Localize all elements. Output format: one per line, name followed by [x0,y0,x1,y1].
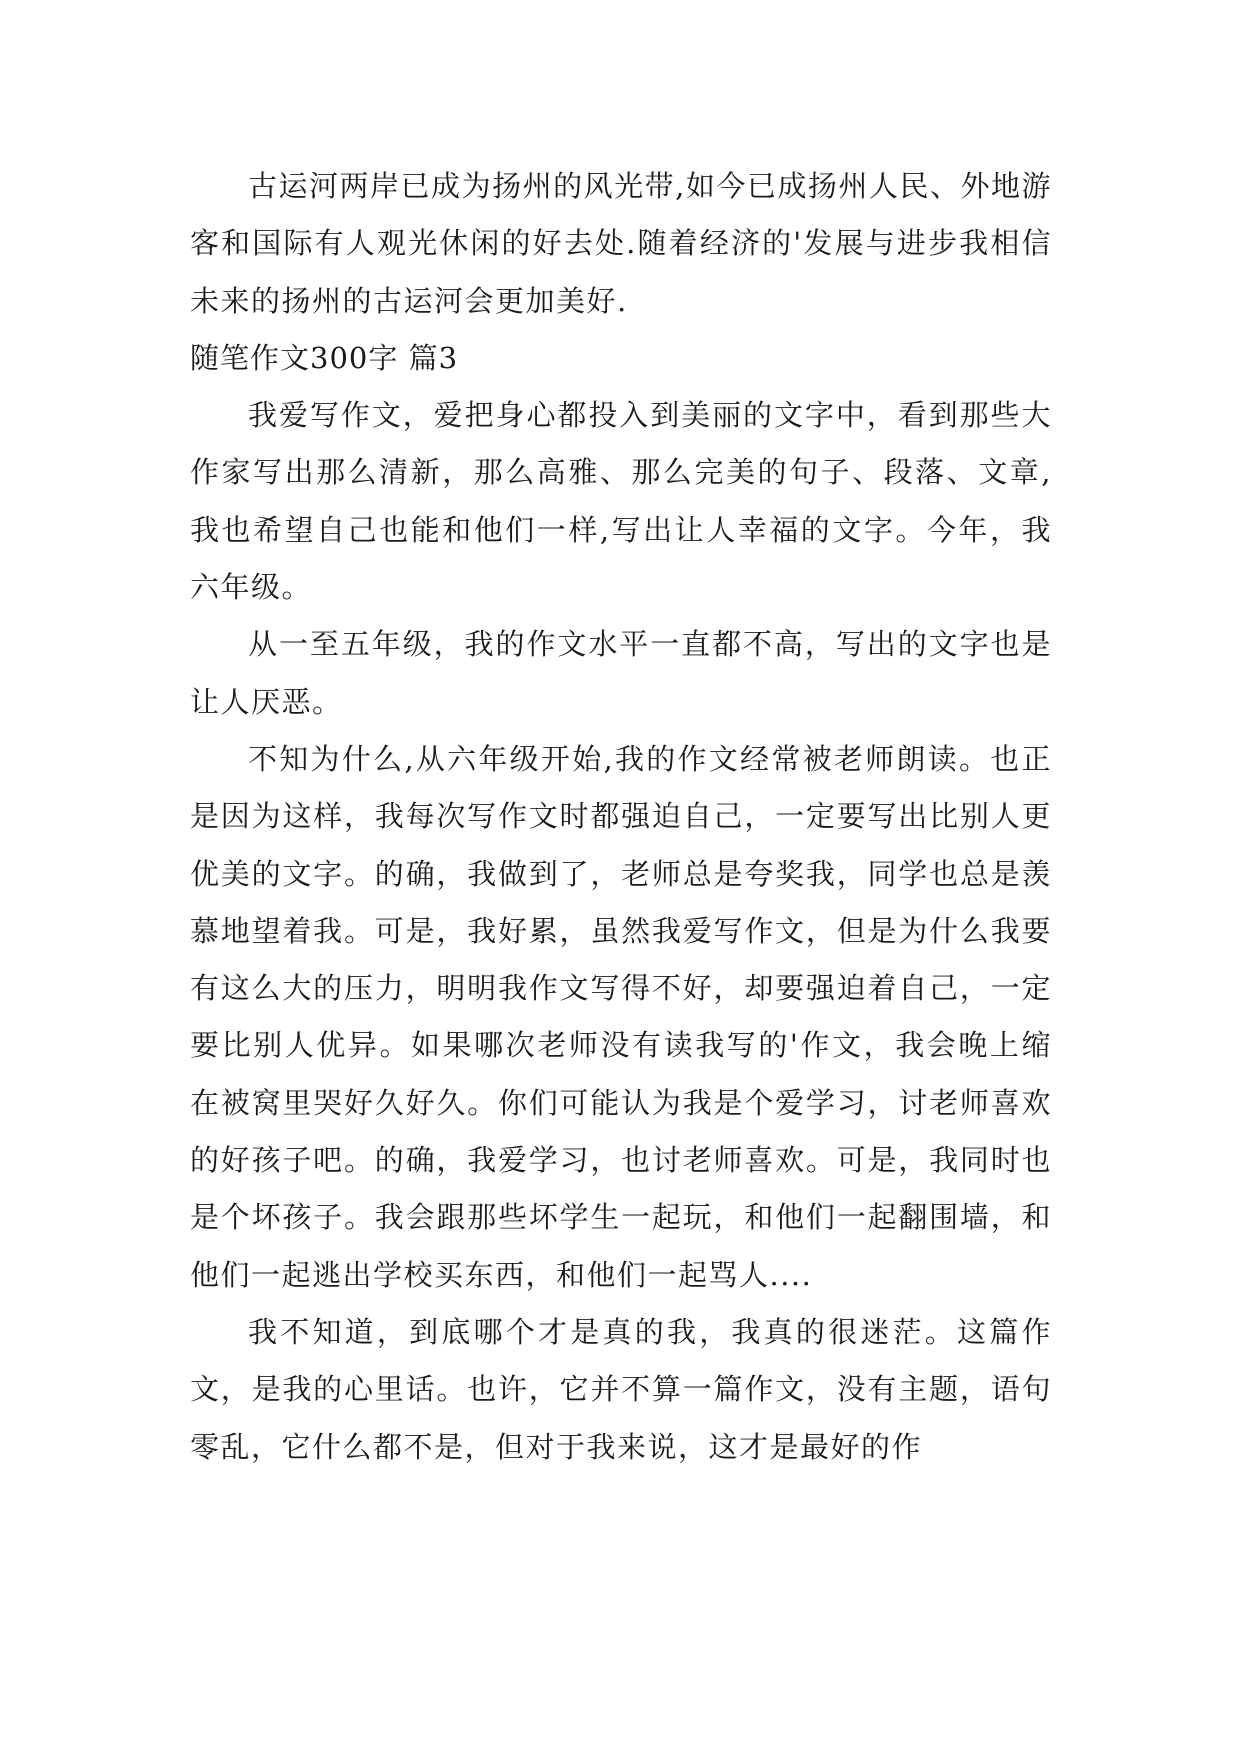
section-heading: 随笔作文300字 篇3 [190,340,459,375]
paragraph: 不知为什么,从六年级开始,我的作文经常被老师朗读。也正是因为这样，我每次写作文时都强迫自己，一定要写出比别人更优美的文字。的确，我做到了，老师总是夸奖我，同学也总是羡慕地望着我。可是，我好累，虽然我爱写作文，但是为什么我要有这么大的压力，明明我作文写得不好，却要强迫着自己，一定要比别人优异。如果哪次老师没有读我写的'作文，我会晚上缩在被窝里哭好久好久。你们可能认为我是个爱学习，讨老师喜欢的好孩子吧。的确，我爱学习，也讨老师喜欢。可是，我同时也是个坏孩子。我会跟那些坏学生一起玩，和他们一起翻围墙，和他们一起逃出学校买东西，和他们一起骂人.... [190,741,1052,1292]
paragraph: 我不知道，到底哪个才是真的我，我真的很迷茫。这篇作文，是我的心里话。也许，它并不算一篇作文，没有主题，语句零乱，它什么都不是，但对于我来说，这才是最好的作 [190,1314,1052,1464]
paragraph: 古运河两岸已成为扬州的风光带,如今已成扬州人民、外地游客和国际有人观光休闲的好去处.随着经济的'发展与进步我相信未来的扬州的古运河会更加美好. [190,169,1052,318]
paragraph: 从一至五年级，我的作文水平一直都不高，写出的文字也是让人厌恶。 [190,627,1052,719]
document-body [190,158,1052,1476]
paragraph: 我爱写作文，爱把身心都投入到美丽的文字中，看到那些大作家写出那么清新，那么高雅、那么完美的句子、段落、文章,我也希望自己也能和他们一样,写出让人幸福的文字。今年，我六年级。 [190,398,1052,605]
